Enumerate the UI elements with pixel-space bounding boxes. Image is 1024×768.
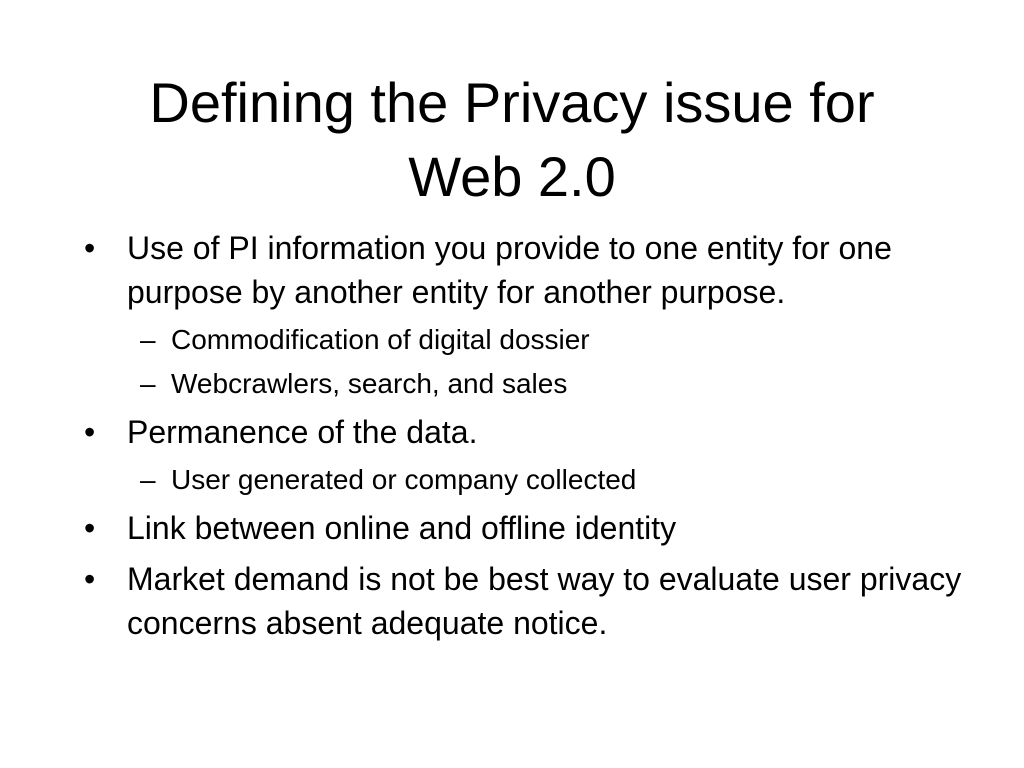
bullet-marker: •	[84, 510, 96, 546]
slide-title-line: Defining the Privacy issue for	[149, 71, 875, 134]
sub-bullet-marker: –	[140, 368, 156, 399]
sub-bullet-text: Webcrawlers, search, and sales	[171, 368, 568, 399]
bullet-item	[84, 410, 964, 498]
sub-bullet-list	[127, 322, 964, 402]
bullet-marker: •	[84, 230, 96, 266]
sub-bullet-list	[127, 462, 964, 498]
sub-bullet-marker: –	[140, 324, 156, 355]
sub-bullet-text: Commodification of digital dossier	[171, 324, 590, 355]
bullet-text: Permanence of the data.	[127, 414, 478, 450]
bullet-list	[84, 226, 964, 652]
slide-title	[60, 66, 964, 214]
bullet-marker: •	[84, 414, 96, 450]
bullet-marker: •	[84, 561, 96, 597]
sub-bullet-item	[127, 366, 964, 402]
bullet-text: Use of PI information you provide to one entity for one purpose by another entity for another purpose.	[127, 230, 892, 310]
bullet-text: Link between online and offline identity	[127, 510, 677, 546]
bullet-item	[84, 506, 964, 550]
sub-bullet-text: User generated or company collected	[171, 464, 637, 495]
bullet-text: Market demand is not be best way to evaluate user privacy concerns absent adequate notice.	[127, 561, 962, 641]
slide-title-line: Web 2.0	[408, 145, 616, 208]
sub-bullet-marker: –	[140, 464, 156, 495]
bullet-item	[84, 557, 964, 645]
sub-bullet-item	[127, 462, 964, 498]
sub-bullet-item	[127, 322, 964, 358]
bullet-item	[84, 226, 964, 402]
